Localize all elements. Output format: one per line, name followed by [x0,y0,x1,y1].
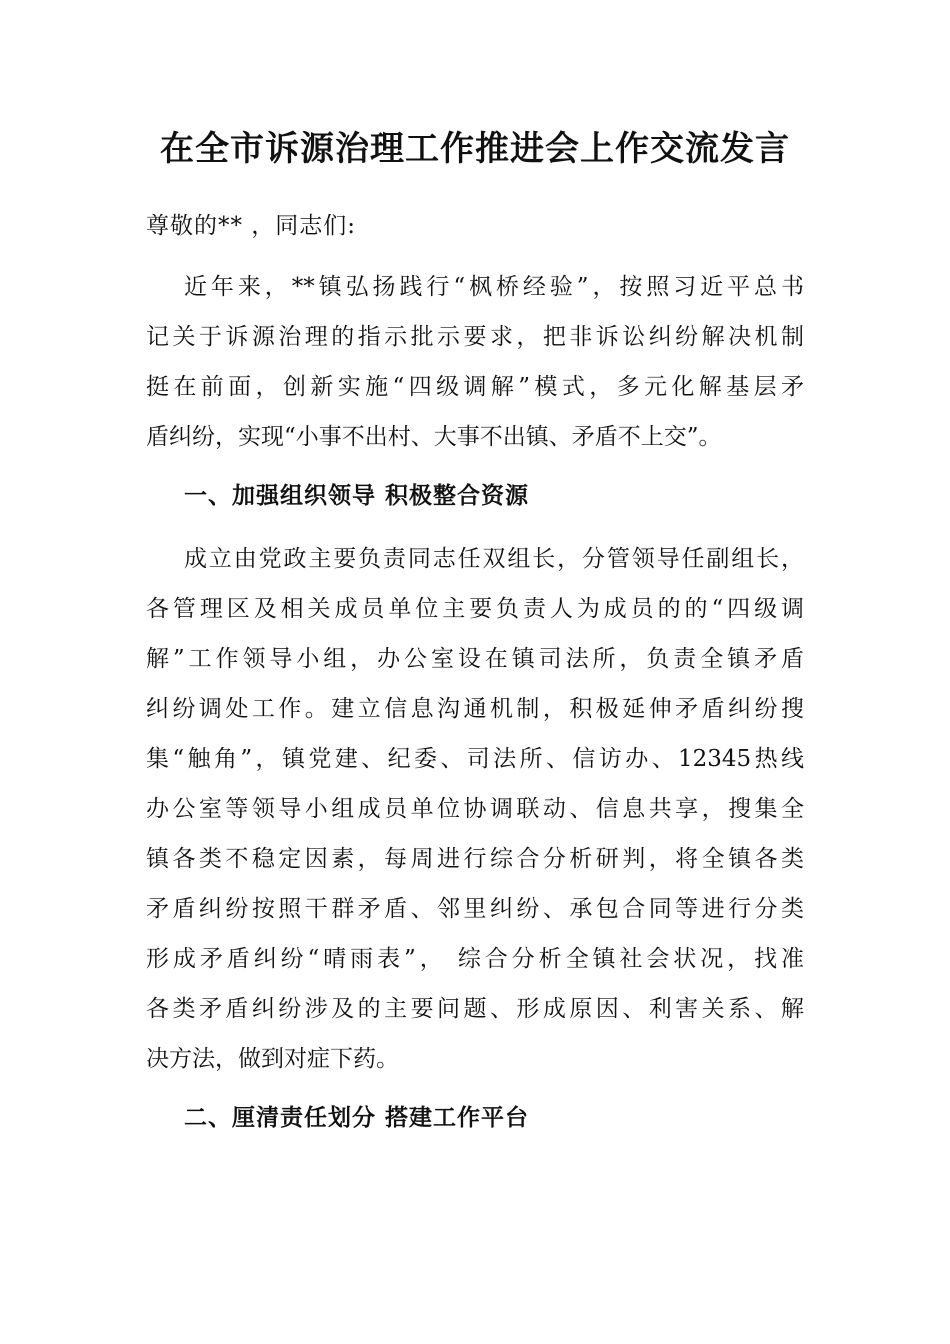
section-heading-2: 二、厘清责任划分 搭建工作平台 [184,1104,530,1131]
paragraph-line: 纠纷调处工作。建立信息沟通机制，积极延伸矛盾纠纷搜 [146,696,804,722]
paragraph-line: 记关于诉源治理的指示批示要求，把非诉讼纠纷解决机制 [146,324,804,350]
paragraph-line: 矛盾纠纷按照干群矛盾、邻里纠纷、承包合同等进行分类 [146,896,804,922]
paragraph-line: 各类矛盾纠纷涉及的主要问题、形成原因、利害关系、解 [146,996,804,1022]
section-heading-1: 一、加强组织领导 积极整合资源 [184,482,530,509]
paragraph-line: 解”工作领导小组，办公室设在镇司法所，负责全镇矛盾 [146,646,804,672]
paragraph-line: 挺在前面，创新实施“四级调解”模式，多元化解基层矛 [146,374,804,400]
paragraph-line: 形成矛盾纠纷“晴雨表”， 综合分析全镇社会状况，找准 [146,946,804,972]
paragraph-line: 决方法，做到对症下药。 [146,1046,399,1072]
salutation: 尊敬的** ，同志们: [146,213,357,239]
paragraph-line: 集“触角”，镇党建、纪委、司法所、信访办、12345热线 [146,746,804,772]
section1-paragraph [146,534,804,1084]
intro-paragraph [146,262,804,462]
paragraph-line: 镇各类不稳定因素，每周进行综合分析研判，将全镇各类 [146,846,804,872]
paragraph-line: 办公室等领导小组成员单位协调联动、信息共享，搜集全 [146,796,804,822]
paragraph-line: 盾纠纷，实现“小事不出村、大事不出镇、矛盾不上交”。 [146,424,722,450]
document-title: 在全市诉源治理工作推进会上作交流发言 [160,129,790,169]
paragraph-line: 成立由党政主要负责同志任双组长，分管领导任副组长， [184,546,804,572]
paragraph-line: 各管理区及相关成员单位主要负责人为成员的的“四级调 [146,596,804,622]
paragraph-line: 近年来，**镇弘扬践行“枫桥经验”，按照习近平总书 [184,274,804,300]
